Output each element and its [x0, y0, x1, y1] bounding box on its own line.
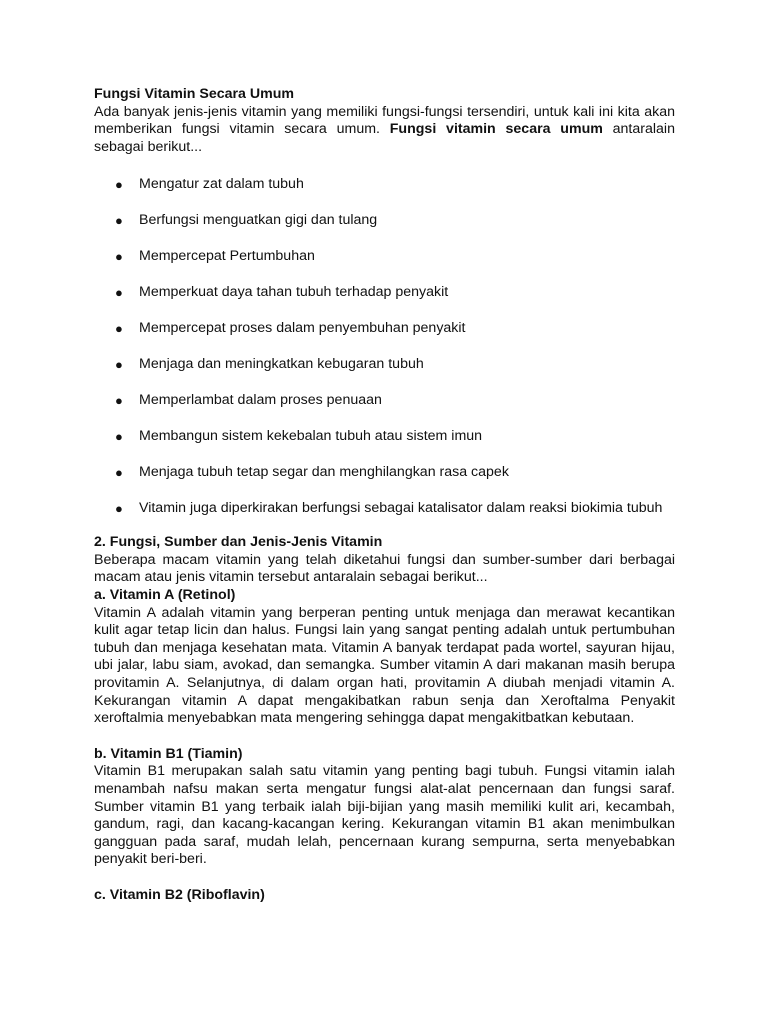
list-item-text: Menjaga dan meningkatkan kebugaran tubuh [139, 356, 424, 373]
bullet-icon: ● [115, 177, 123, 193]
section1-intro-bold: Fungsi vitamin secara umum [389, 121, 603, 138]
list-item-text: Memperlambat dalam proses penuaan [139, 392, 382, 409]
bullet-icon: ● [115, 429, 123, 445]
function-list [94, 176, 675, 517]
bullet-icon: ● [115, 393, 123, 409]
bullet-icon: ● [115, 285, 123, 301]
bullet-icon: ● [115, 501, 123, 517]
section2-intro: Beberapa macam vitamin yang telah diketahui fungsi dan sumber-sumber dari berbagai macam atau jenis vitamin tersebut antaralain sebagai berikut... [94, 551, 675, 586]
list-item [94, 464, 675, 482]
list-item [94, 212, 675, 230]
list-item-text: Mempercepat Pertumbuhan [139, 248, 315, 265]
vitamin-a-body: Vitamin A adalah vitamin yang berperan penting untuk menjaga dan merawat kecantikan kulit agar tetap licin dan halus. Fungsi lain yang sangat penting adalah untuk pertumbuhan tubuh dan menjaga kesehatan mata. Vitamin A banyak terdapat pada wortel, sayuran hijau, ubi jalar, labu siam, avokad, dan semangka. Sumber vitamin A dari makanan masih berupa provitamin A. Selanjutnya, di dalam organ hati, provitamin A diubah menjadi vitamin A. Kekurangan vitamin A dapat mengakibatkan rabun senja dan Xeroftalma Penyakit xeroftalmia menyebabkan mata mengering sehingga dapat mengakitbatkan kebutaan. [94, 604, 675, 727]
bullet-icon: ● [115, 357, 123, 373]
bullet-icon: ● [115, 213, 123, 229]
vitamin-b1-heading: b. Vitamin B1 (Tiamin) [94, 745, 243, 762]
list-item [94, 500, 675, 518]
list-item-text: Membangun sistem kekebalan tubuh atau sistem imun [139, 428, 483, 445]
list-item [94, 176, 675, 194]
list-item-text: Vitamin juga diperkirakan berfungsi sebagai katalisator dalam reaksi biokimia tubuh [139, 500, 663, 517]
bullet-icon: ● [115, 321, 123, 337]
list-item [94, 392, 675, 410]
list-item [94, 320, 675, 338]
list-item-text: Memperkuat daya tahan tubuh terhadap penyakit [139, 284, 449, 301]
list-item-text: Mempercepat proses dalam penyembuhan penyakit [139, 320, 466, 337]
bullet-icon: ● [115, 249, 123, 265]
document-page [94, 86, 675, 905]
vitamin-b2-heading: c. Vitamin B2 (Riboflavin) [94, 886, 265, 903]
section1-intro [94, 104, 675, 157]
list-item [94, 356, 675, 374]
section1-heading: Fungsi Vitamin Secara Umum [94, 86, 294, 102]
list-item [94, 284, 675, 302]
section1-intro-tail: antaralain sebagai berikut... [94, 121, 675, 155]
section2-heading: 2. Fungsi, Sumber dan Jenis-Jenis Vitamin [94, 534, 383, 551]
vitamin-b1-body: Vitamin B1 merupakan salah satu vitamin yang penting bagi tubuh. Fungsi vitamin ialah menambah nafsu makan serta mengatur fungsi alat-alat pencernaan dan fungsi saraf. Sumber vitamin B1 yang terbaik ialah biji-bijian yang masih memiliki kulit ari, kecambah, gandum, ragi, dan kacang-kacangan kering. Kekurangan vitamin B1 akan menimbulkan gangguan pada saraf, mudah lelah, pencernaan kurang sempurna, serta menyebabkan penyakit beri-beri. [94, 763, 675, 868]
list-item-text: Berfungsi menguatkan gigi dan tulang [139, 212, 378, 229]
section1-intro-text: Ada banyak jenis-jenis vitamin yang memiliki fungsi-fungsi tersendiri, untuk kali ini kita akan memberikan fungsi vitamin secara umum. [94, 103, 675, 138]
list-item [94, 428, 675, 446]
list-item [94, 248, 675, 266]
bullet-icon: ● [115, 465, 123, 481]
list-item-text: Menjaga tubuh tetap segar dan menghilangkan rasa capek [139, 464, 509, 481]
vitamin-a-heading: a. Vitamin A (Retinol) [94, 587, 236, 603]
list-item-text: Mengatur zat dalam tubuh [139, 176, 304, 193]
